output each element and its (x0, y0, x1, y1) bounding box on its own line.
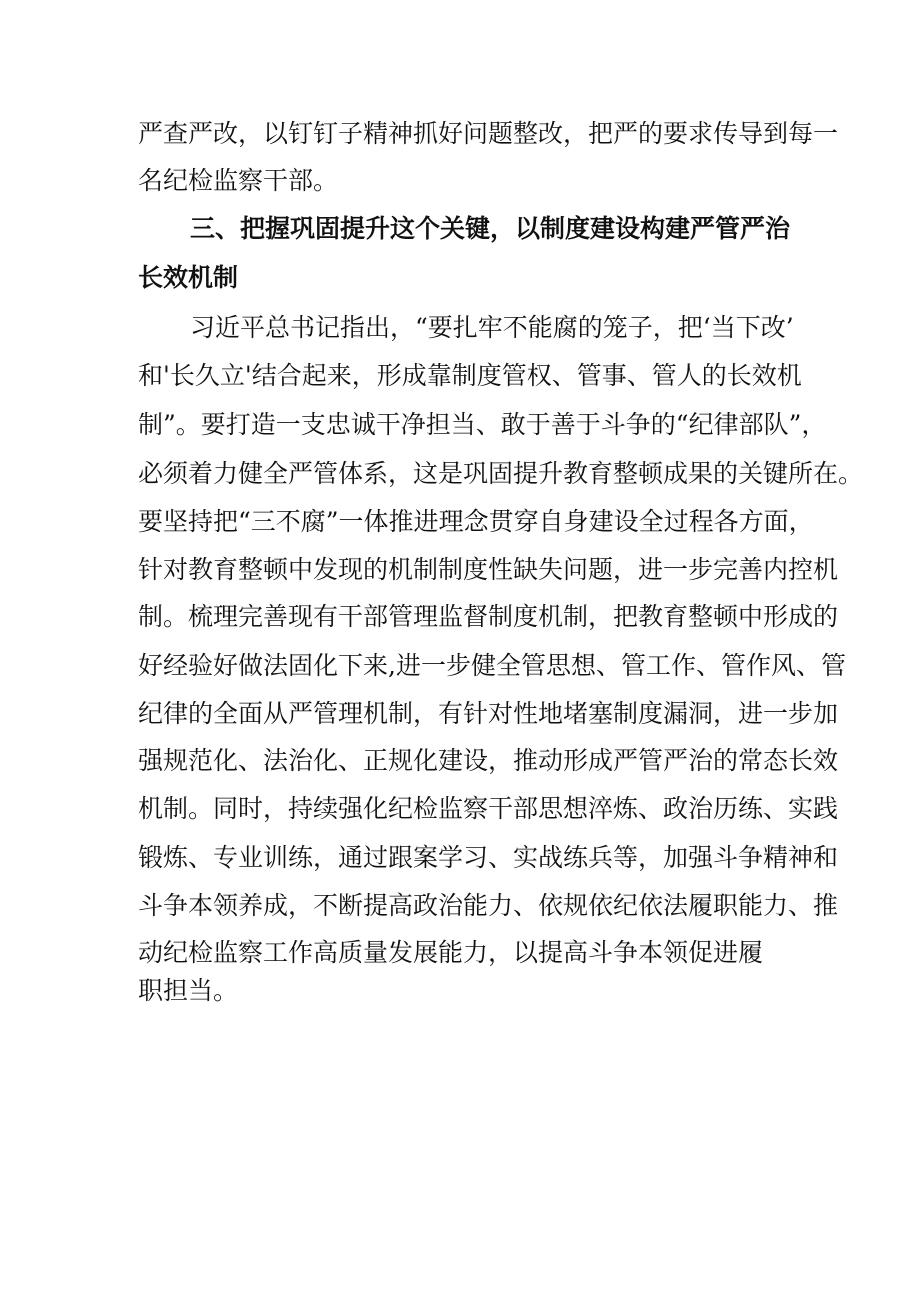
body-line: 动纪检监察工作高质量发展能力，以提高斗争本领促进履 (138, 938, 764, 967)
body-line: 好经验好做法固化下来,进一步健全管思想、管工作、管作风、管 (138, 651, 846, 680)
body-line: 要坚持把“三不腐”一体推进理念贯穿自身建设全过程各方面， (138, 507, 814, 536)
body-line: 名纪检监察干部。 (138, 166, 339, 195)
body-line: 和'长久立'结合起来，形成靠制度管权、管事、管人的长效机 (138, 361, 802, 390)
body-line: 必须着力健全严管体系，这是巩固提升教育整顿成果的关键所在。 (138, 459, 864, 488)
body-line: 锻炼、专业训练，通过跟案学习、实战练兵等，加强斗争精神和 (138, 843, 839, 872)
section-heading: 长效机制 (138, 263, 239, 292)
body-line: 机制。同时，持续强化纪检监察干部思想淬炼、政治历练、实践 (138, 794, 839, 823)
body-line: 针对教育整顿中发现的机制制度性缺失问题，进一步完善内控机 (138, 555, 839, 584)
body-line: 习近平总书记指出，“要扎牢不能腐的笼子，把‘当下改’ (190, 313, 794, 342)
body-line: 制”。要打造一支忠诚干净担当、敢于善于斗争的“纪律部队”， (138, 410, 827, 439)
section-heading: 三、把握巩固提升这个关键，以制度建设构建严管严治 (190, 214, 791, 243)
body-line: 强规范化、法治化、正规化建设，推动形成严管严治的常态长效 (138, 746, 839, 775)
body-line: 斗争本领养成，不断提高政治能力、依规依纪依法履职能力、推 (138, 891, 839, 920)
body-line: 制。梳理完善现有干部管理监督制度机制，把教育整顿中形成的 (138, 602, 839, 631)
body-line: 严查严改，以钉钉子精神抓好问题整改，把严的要求传导到每一 (138, 119, 839, 148)
body-line: 职担当。 (138, 976, 239, 1005)
body-line: 纪律的全面从严管理机制，有针对性地堵塞制度漏洞，进一步加 (138, 699, 839, 728)
